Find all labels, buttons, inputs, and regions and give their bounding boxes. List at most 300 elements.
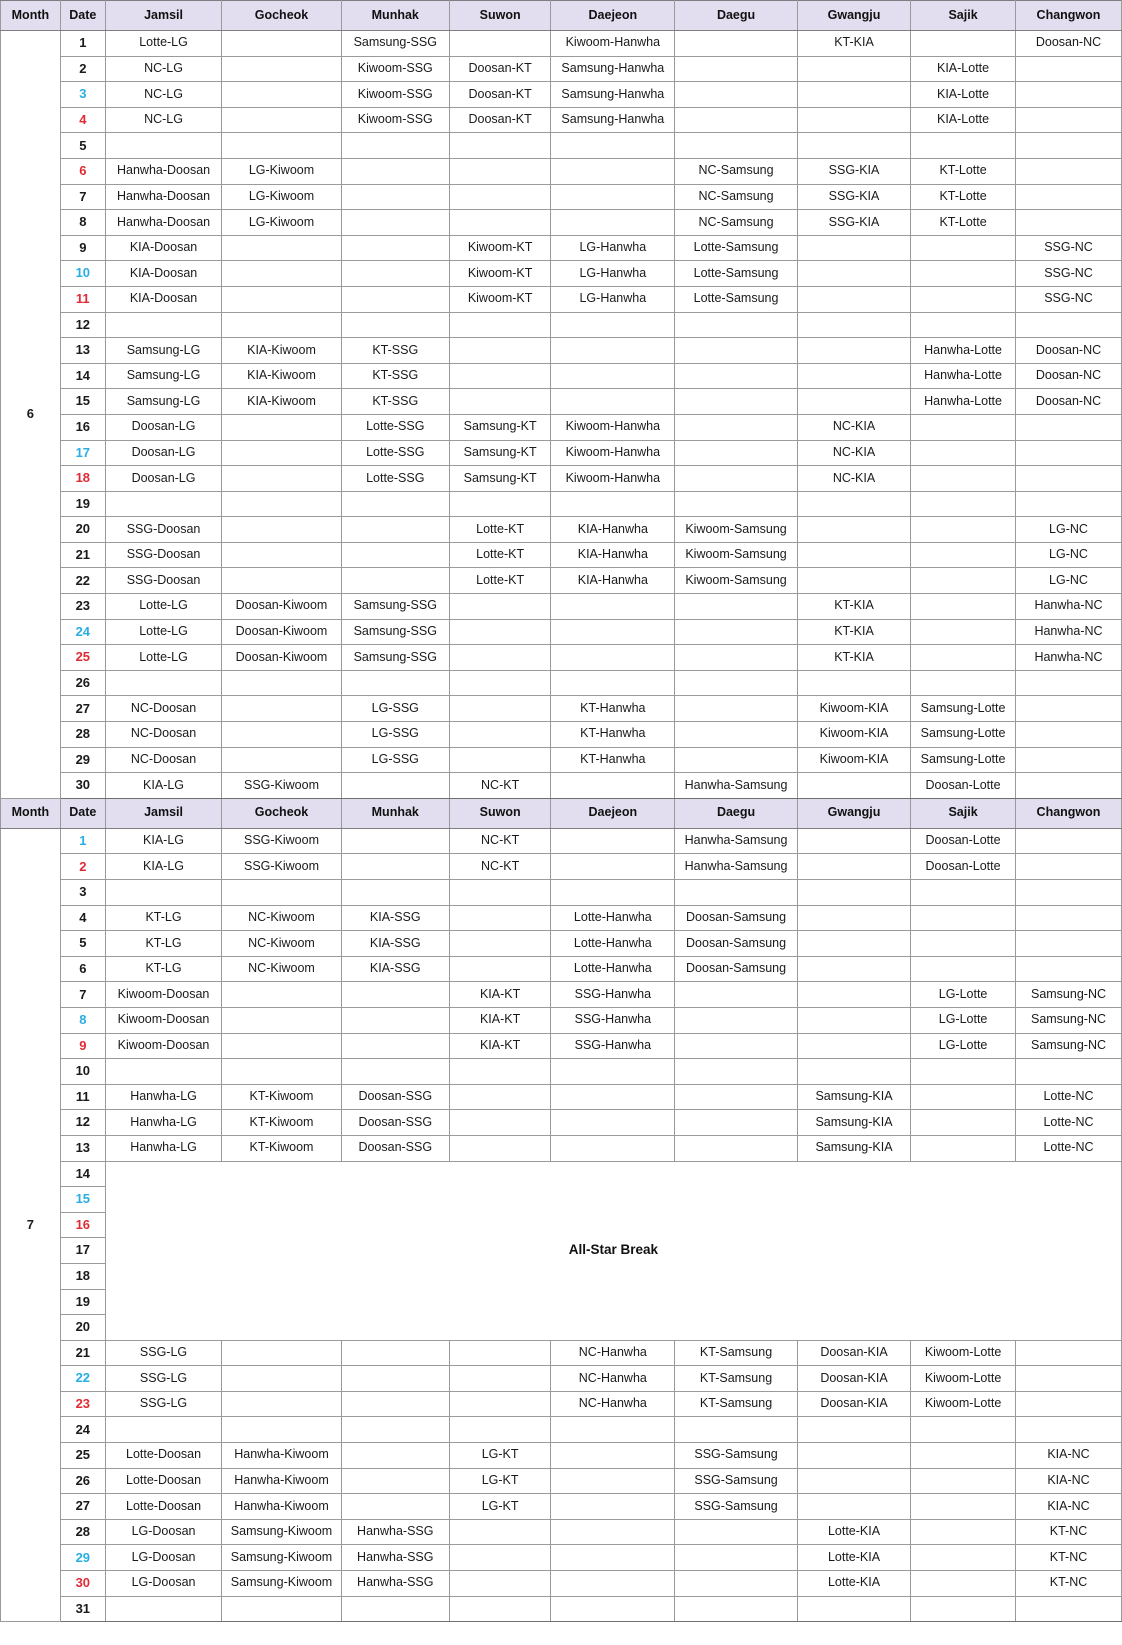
date-cell: 5 xyxy=(60,133,105,159)
table-row xyxy=(1,773,1122,799)
date-cell: 15 xyxy=(60,1187,105,1213)
game-cell: LG-SSG xyxy=(341,747,449,773)
game-cell: Lotte-Doosan xyxy=(105,1494,221,1520)
game-cell: SSG-Kiwoom xyxy=(222,773,342,799)
table-row xyxy=(1,905,1122,931)
empty-cell xyxy=(911,414,1016,440)
game-cell: NC-Doosan xyxy=(105,722,221,748)
table-row xyxy=(1,1110,1122,1136)
game-cell: Lotte-Hanwha xyxy=(551,931,675,957)
empty-cell xyxy=(551,773,675,799)
date-cell: 2 xyxy=(60,56,105,82)
date-cell: 22 xyxy=(60,568,105,594)
empty-cell xyxy=(797,1059,910,1085)
column-header-suwon: Suwon xyxy=(449,798,551,828)
date-cell: 21 xyxy=(60,1340,105,1366)
table-row xyxy=(1,1468,1122,1494)
empty-cell xyxy=(222,722,342,748)
game-cell: LG-Lotte xyxy=(911,1033,1016,1059)
empty-cell xyxy=(449,1391,551,1417)
table-row xyxy=(1,619,1122,645)
empty-cell xyxy=(911,1135,1016,1161)
game-cell: KT-Samsung xyxy=(675,1391,798,1417)
column-header-daegu: Daegu xyxy=(675,798,798,828)
game-cell: Hanwha-Kiwoom xyxy=(222,1468,342,1494)
month-label: 7 xyxy=(1,828,61,1621)
empty-cell xyxy=(341,261,449,287)
empty-cell xyxy=(341,210,449,236)
empty-cell xyxy=(551,1519,675,1545)
date-cell: 8 xyxy=(60,1007,105,1033)
empty-cell xyxy=(341,1596,449,1622)
game-cell: KIA-Doosan xyxy=(105,261,221,287)
date-cell: 23 xyxy=(60,1391,105,1417)
game-cell: SSG-KIA xyxy=(797,184,910,210)
game-cell: NC-KIA xyxy=(797,466,910,492)
game-cell: NC-Hanwha xyxy=(551,1340,675,1366)
empty-cell xyxy=(675,1007,798,1033)
empty-cell xyxy=(911,1468,1016,1494)
game-cell: SSG-Hanwha xyxy=(551,1007,675,1033)
game-cell: Kiwoom-Samsung xyxy=(675,568,798,594)
game-cell: Hanwha-Samsung xyxy=(675,828,798,854)
empty-cell xyxy=(222,1059,342,1085)
empty-cell xyxy=(222,56,342,82)
game-cell: Samsung-Kiwoom xyxy=(222,1571,342,1597)
empty-cell xyxy=(551,312,675,338)
empty-cell xyxy=(551,1059,675,1085)
empty-cell xyxy=(222,1391,342,1417)
column-header-suwon: Suwon xyxy=(449,1,551,31)
empty-cell xyxy=(675,1596,798,1622)
empty-cell xyxy=(105,133,221,159)
empty-cell xyxy=(797,1443,910,1469)
table-row xyxy=(1,982,1122,1008)
empty-cell xyxy=(222,1033,342,1059)
empty-cell xyxy=(911,517,1016,543)
game-cell: Doosan-SSG xyxy=(341,1135,449,1161)
game-cell: KT-NC xyxy=(1016,1519,1122,1545)
empty-cell xyxy=(1016,854,1122,880)
game-cell: Hanwha-NC xyxy=(1016,645,1122,671)
empty-cell xyxy=(675,619,798,645)
game-cell: KIA-LG xyxy=(105,828,221,854)
date-cell: 13 xyxy=(60,338,105,364)
empty-cell xyxy=(105,1596,221,1622)
game-cell: SSG-Kiwoom xyxy=(222,828,342,854)
empty-cell xyxy=(1016,905,1122,931)
empty-cell xyxy=(341,286,449,312)
empty-cell xyxy=(675,1084,798,1110)
empty-cell xyxy=(449,1417,551,1443)
game-cell: NC-KT xyxy=(449,854,551,880)
game-cell: SSG-NC xyxy=(1016,261,1122,287)
empty-cell xyxy=(341,133,449,159)
empty-cell xyxy=(449,389,551,415)
game-cell: Samsung-Hanwha xyxy=(551,56,675,82)
game-cell: NC-Hanwha xyxy=(551,1391,675,1417)
empty-cell xyxy=(911,1494,1016,1520)
empty-cell xyxy=(341,1059,449,1085)
empty-cell xyxy=(1016,1366,1122,1392)
empty-cell xyxy=(222,1366,342,1392)
empty-cell xyxy=(911,880,1016,906)
table-row xyxy=(1,184,1122,210)
date-cell: 2 xyxy=(60,854,105,880)
game-cell: KIA-LG xyxy=(105,854,221,880)
table-row xyxy=(1,1571,1122,1597)
empty-cell xyxy=(449,880,551,906)
game-cell: NC-KIA xyxy=(797,440,910,466)
column-header-gwangju: Gwangju xyxy=(797,798,910,828)
game-cell: Kiwoom-KIA xyxy=(797,696,910,722)
game-cell: LG-Doosan xyxy=(105,1545,221,1571)
game-cell: KIA-SSG xyxy=(341,931,449,957)
date-cell: 19 xyxy=(60,491,105,517)
game-cell: Lotte-NC xyxy=(1016,1135,1122,1161)
empty-cell xyxy=(675,491,798,517)
empty-cell xyxy=(341,828,449,854)
game-cell: LG-NC xyxy=(1016,517,1122,543)
empty-cell xyxy=(449,594,551,620)
game-cell: Lotte-LG xyxy=(105,645,221,671)
empty-cell xyxy=(675,107,798,133)
empty-cell xyxy=(449,1571,551,1597)
table-row xyxy=(1,286,1122,312)
date-cell: 18 xyxy=(60,1263,105,1289)
empty-cell xyxy=(797,133,910,159)
empty-cell xyxy=(911,1571,1016,1597)
date-cell: 25 xyxy=(60,1443,105,1469)
empty-cell xyxy=(675,338,798,364)
game-cell: NC-Doosan xyxy=(105,747,221,773)
game-cell: Kiwoom-Doosan xyxy=(105,982,221,1008)
date-cell: 28 xyxy=(60,722,105,748)
empty-cell xyxy=(797,956,910,982)
game-cell: Kiwoom-KIA xyxy=(797,722,910,748)
empty-cell xyxy=(222,1340,342,1366)
game-cell: LG-Hanwha xyxy=(551,261,675,287)
game-cell: KIA-Kiwoom xyxy=(222,363,342,389)
game-cell: KT-SSG xyxy=(341,363,449,389)
empty-cell xyxy=(222,670,342,696)
empty-cell xyxy=(449,338,551,364)
game-cell: KT-KIA xyxy=(797,619,910,645)
empty-cell xyxy=(341,854,449,880)
empty-cell xyxy=(797,286,910,312)
empty-cell xyxy=(449,722,551,748)
date-cell: 10 xyxy=(60,1059,105,1085)
table-row xyxy=(1,1443,1122,1469)
date-cell: 30 xyxy=(60,773,105,799)
game-cell: Doosan-Lotte xyxy=(911,773,1016,799)
game-cell: Doosan-SSG xyxy=(341,1110,449,1136)
empty-cell xyxy=(675,1519,798,1545)
game-cell: Lotte-KT xyxy=(449,542,551,568)
empty-cell xyxy=(222,466,342,492)
game-cell: Lotte-LG xyxy=(105,31,221,57)
game-cell: LG-NC xyxy=(1016,568,1122,594)
empty-cell xyxy=(675,82,798,108)
date-cell: 3 xyxy=(60,82,105,108)
table-row xyxy=(1,158,1122,184)
game-cell: KT-Kiwoom xyxy=(222,1135,342,1161)
empty-cell xyxy=(797,235,910,261)
game-cell: KIA-NC xyxy=(1016,1494,1122,1520)
game-cell: SSG-Doosan xyxy=(105,542,221,568)
empty-cell xyxy=(675,1545,798,1571)
empty-cell xyxy=(1016,82,1122,108)
empty-cell xyxy=(449,1084,551,1110)
empty-cell xyxy=(449,363,551,389)
empty-cell xyxy=(222,414,342,440)
game-cell: KT-Lotte xyxy=(911,210,1016,236)
empty-cell xyxy=(1016,1059,1122,1085)
date-cell: 27 xyxy=(60,1494,105,1520)
table-row xyxy=(1,440,1122,466)
empty-cell xyxy=(797,1033,910,1059)
game-cell: Kiwoom-Lotte xyxy=(911,1391,1016,1417)
table-row xyxy=(1,517,1122,543)
game-cell: LG-SSG xyxy=(341,696,449,722)
game-cell: KIA-Hanwha xyxy=(551,517,675,543)
date-cell: 6 xyxy=(60,158,105,184)
game-cell: Samsung-KT xyxy=(449,440,551,466)
empty-cell xyxy=(1016,773,1122,799)
empty-cell xyxy=(551,1135,675,1161)
empty-cell xyxy=(675,56,798,82)
empty-cell xyxy=(341,1468,449,1494)
empty-cell xyxy=(222,261,342,287)
game-cell: Kiwoom-Hanwha xyxy=(551,31,675,57)
game-cell: Kiwoom-KIA xyxy=(797,747,910,773)
game-cell: KIA-NC xyxy=(1016,1468,1122,1494)
game-cell: KIA-Lotte xyxy=(911,107,1016,133)
empty-cell xyxy=(911,931,1016,957)
empty-cell xyxy=(797,670,910,696)
game-cell: Doosan-Kiwoom xyxy=(222,594,342,620)
game-cell: Samsung-Hanwha xyxy=(551,82,675,108)
game-cell: Doosan-KT xyxy=(449,56,551,82)
empty-cell xyxy=(449,747,551,773)
empty-cell xyxy=(449,1110,551,1136)
game-cell: KT-SSG xyxy=(341,389,449,415)
game-cell: KT-Lotte xyxy=(911,158,1016,184)
game-cell: Lotte-SSG xyxy=(341,440,449,466)
empty-cell xyxy=(341,158,449,184)
empty-cell xyxy=(1016,1340,1122,1366)
empty-cell xyxy=(1016,414,1122,440)
column-header-row xyxy=(1,798,1122,828)
game-cell: KT-Kiwoom xyxy=(222,1110,342,1136)
game-cell: KT-NC xyxy=(1016,1571,1122,1597)
table-row xyxy=(1,722,1122,748)
game-cell: KIA-SSG xyxy=(341,905,449,931)
column-header-date: Date xyxy=(60,798,105,828)
empty-cell xyxy=(675,982,798,1008)
date-cell: 9 xyxy=(60,235,105,261)
empty-cell xyxy=(449,956,551,982)
game-cell: NC-KT xyxy=(449,773,551,799)
game-cell: Doosan-LG xyxy=(105,440,221,466)
table-row xyxy=(1,414,1122,440)
game-cell: Kiwoom-Doosan xyxy=(105,1033,221,1059)
empty-cell xyxy=(1016,956,1122,982)
empty-cell xyxy=(1016,133,1122,159)
empty-cell xyxy=(105,312,221,338)
game-cell: KT-KIA xyxy=(797,645,910,671)
empty-cell xyxy=(911,491,1016,517)
game-cell: Doosan-LG xyxy=(105,414,221,440)
empty-cell xyxy=(341,491,449,517)
game-cell: KIA-Doosan xyxy=(105,286,221,312)
empty-cell xyxy=(551,158,675,184)
game-cell: Lotte-Samsung xyxy=(675,235,798,261)
empty-cell xyxy=(911,133,1016,159)
empty-cell xyxy=(797,491,910,517)
empty-cell xyxy=(675,466,798,492)
game-cell: Samsung-KIA xyxy=(797,1110,910,1136)
column-header-gwangju: Gwangju xyxy=(797,1,910,31)
empty-cell xyxy=(675,722,798,748)
game-cell: Samsung-Lotte xyxy=(911,747,1016,773)
empty-cell xyxy=(797,880,910,906)
empty-cell xyxy=(675,594,798,620)
game-cell: LG-Lotte xyxy=(911,982,1016,1008)
empty-cell xyxy=(105,1059,221,1085)
empty-cell xyxy=(797,389,910,415)
game-cell: Lotte-Doosan xyxy=(105,1443,221,1469)
game-cell: Doosan-NC xyxy=(1016,389,1122,415)
table-row xyxy=(1,747,1122,773)
empty-cell xyxy=(551,594,675,620)
date-cell: 20 xyxy=(60,1315,105,1341)
date-cell: 1 xyxy=(60,828,105,854)
empty-cell xyxy=(449,905,551,931)
column-header-daegu: Daegu xyxy=(675,1,798,31)
date-cell: 27 xyxy=(60,696,105,722)
date-cell: 20 xyxy=(60,517,105,543)
game-cell: KIA-KT xyxy=(449,982,551,1008)
date-cell: 16 xyxy=(60,1212,105,1238)
column-header-daejeon: Daejeon xyxy=(551,1,675,31)
game-cell: KT-KIA xyxy=(797,31,910,57)
table-row xyxy=(1,1417,1122,1443)
game-cell: KIA-Lotte xyxy=(911,56,1016,82)
empty-cell xyxy=(797,261,910,287)
empty-cell xyxy=(675,1110,798,1136)
empty-cell xyxy=(222,517,342,543)
game-cell: Doosan-Samsung xyxy=(675,905,798,931)
game-cell: SSG-Samsung xyxy=(675,1468,798,1494)
game-cell: Samsung-KIA xyxy=(797,1084,910,1110)
empty-cell xyxy=(1016,440,1122,466)
empty-cell xyxy=(675,1059,798,1085)
empty-cell xyxy=(675,1033,798,1059)
table-row xyxy=(1,880,1122,906)
empty-cell xyxy=(449,619,551,645)
empty-cell xyxy=(797,1494,910,1520)
date-cell: 18 xyxy=(60,466,105,492)
game-cell: KT-Lotte xyxy=(911,184,1016,210)
empty-cell xyxy=(911,1059,1016,1085)
game-cell: NC-KIA xyxy=(797,414,910,440)
empty-cell xyxy=(675,31,798,57)
empty-cell xyxy=(797,1468,910,1494)
game-cell: Samsung-Lotte xyxy=(911,696,1016,722)
game-cell: Samsung-Kiwoom xyxy=(222,1519,342,1545)
game-cell: Lotte-Samsung xyxy=(675,286,798,312)
game-cell: Kiwoom-Hanwha xyxy=(551,414,675,440)
game-cell: Kiwoom-Hanwha xyxy=(551,440,675,466)
game-cell: SSG-LG xyxy=(105,1391,221,1417)
column-header-jamsil: Jamsil xyxy=(105,1,221,31)
table-row xyxy=(1,956,1122,982)
column-header-sajik: Sajik xyxy=(911,798,1016,828)
column-header-gocheok: Gocheok xyxy=(222,798,342,828)
empty-cell xyxy=(222,542,342,568)
game-cell: Doosan-Kiwoom xyxy=(222,619,342,645)
empty-cell xyxy=(1016,931,1122,957)
game-cell: LG-Hanwha xyxy=(551,286,675,312)
empty-cell xyxy=(1016,184,1122,210)
date-cell: 21 xyxy=(60,542,105,568)
table-row xyxy=(1,931,1122,957)
table-row xyxy=(1,107,1122,133)
game-cell: SSG-NC xyxy=(1016,235,1122,261)
empty-cell xyxy=(675,670,798,696)
empty-cell xyxy=(341,1494,449,1520)
empty-cell xyxy=(797,312,910,338)
game-cell: KT-Samsung xyxy=(675,1366,798,1392)
empty-cell xyxy=(449,133,551,159)
empty-cell xyxy=(797,1596,910,1622)
game-cell: Doosan-SSG xyxy=(341,1084,449,1110)
empty-cell xyxy=(551,1596,675,1622)
column-header-month: Month xyxy=(1,1,61,31)
empty-cell xyxy=(1016,312,1122,338)
game-cell: LG-Hanwha xyxy=(551,235,675,261)
empty-cell xyxy=(551,828,675,854)
column-header-daejeon: Daejeon xyxy=(551,798,675,828)
game-cell: Hanwha-Lotte xyxy=(911,363,1016,389)
empty-cell xyxy=(341,235,449,261)
empty-cell xyxy=(341,184,449,210)
empty-cell xyxy=(1016,107,1122,133)
game-cell: Doosan-Kiwoom xyxy=(222,645,342,671)
date-cell: 11 xyxy=(60,286,105,312)
game-cell: Kiwoom-Samsung xyxy=(675,542,798,568)
empty-cell xyxy=(675,1135,798,1161)
date-cell: 11 xyxy=(60,1084,105,1110)
empty-cell xyxy=(551,619,675,645)
empty-cell xyxy=(105,670,221,696)
empty-cell xyxy=(341,982,449,1008)
game-cell: Doosan-KIA xyxy=(797,1391,910,1417)
date-cell: 1 xyxy=(60,31,105,57)
table-row xyxy=(1,1494,1122,1520)
empty-cell xyxy=(222,747,342,773)
table-row xyxy=(1,82,1122,108)
date-cell: 12 xyxy=(60,312,105,338)
empty-cell xyxy=(341,880,449,906)
game-cell: KIA-Kiwoom xyxy=(222,389,342,415)
schedule-body xyxy=(1,1,1122,1622)
empty-cell xyxy=(449,1135,551,1161)
date-cell: 8 xyxy=(60,210,105,236)
date-cell: 12 xyxy=(60,1110,105,1136)
empty-cell xyxy=(222,312,342,338)
